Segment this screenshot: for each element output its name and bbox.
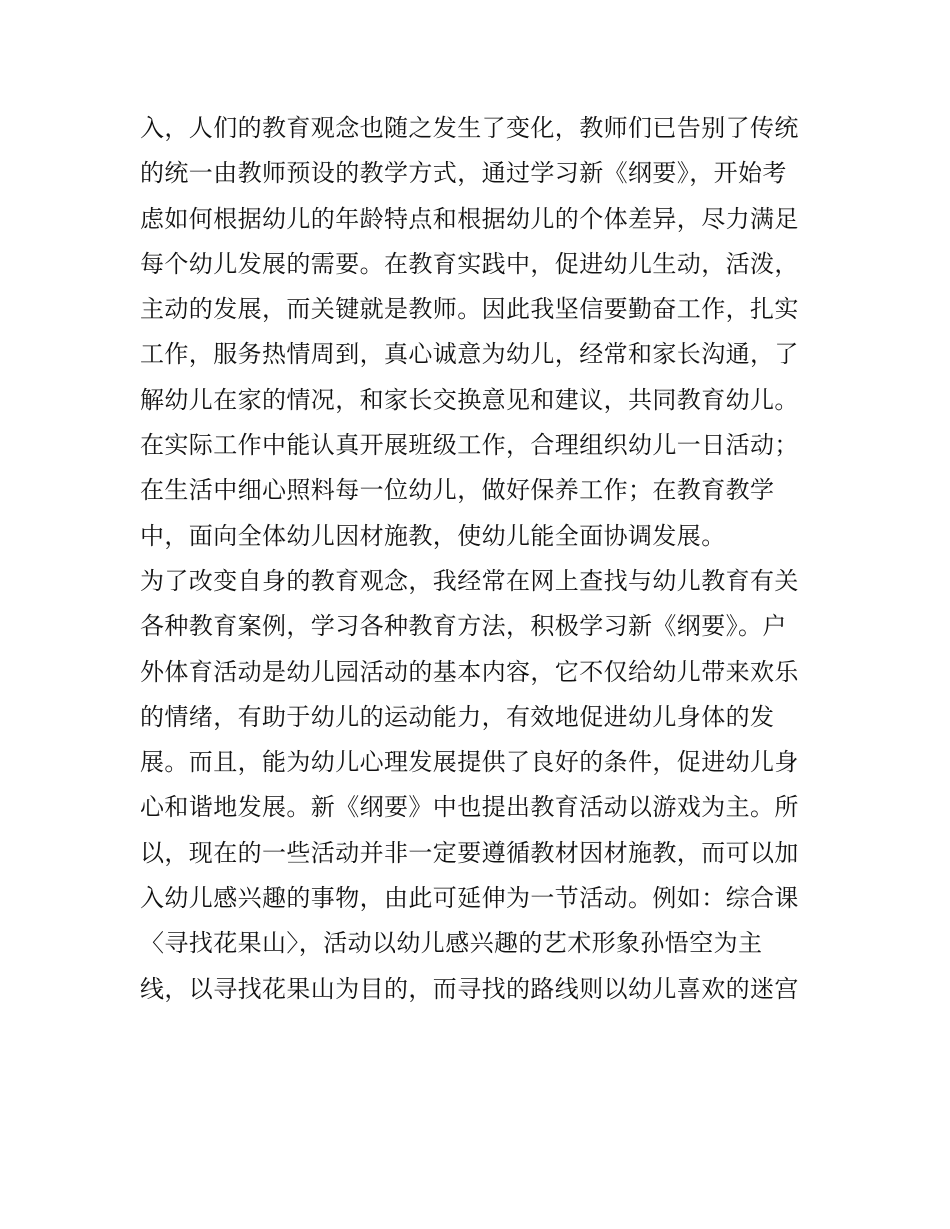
- text-line: 解幼儿在家的情况，和家长交换意见和建议，共同教育幼儿。: [140, 385, 799, 414]
- text-line: 每个幼儿发展的需要。在教育实践中，促进幼儿生动，活泼，: [140, 249, 799, 278]
- text-line: 线，以寻找花果山为目的，而寻找的路线则以幼儿喜欢的迷宫: [140, 974, 799, 1003]
- text-line: 入，人们的教育观念也随之发生了变化，教师们已告别了传统: [140, 114, 799, 142]
- body-text: [140, 106, 840, 1012]
- text-line: 中，面向全体幼儿因材施教，使幼儿能全面协调发展。: [140, 521, 726, 550]
- text-line: 〈寻找花果山〉，活动以幼儿感兴趣的艺术形象孙悟空为主: [140, 929, 763, 958]
- text-line: 外体育活动是幼儿园活动的基本内容，它不仅给幼儿带来欢乐: [140, 657, 799, 686]
- text-line: 工作，服务热情周到，真心诚意为幼儿，经常和家长沟通，了: [140, 340, 799, 369]
- text-line: 虑如何根据幼儿的年龄特点和根据幼儿的个体差异，尽力满足: [140, 204, 799, 233]
- text-line: 入幼儿感兴趣的事物，由此可延伸为一节活动。例如：综合课: [140, 884, 799, 913]
- text-line: 为了改变自身的教育观念，我经常在网上查找与幼儿教育有关: [140, 566, 799, 595]
- text-line: 展。而且，能为幼儿心理发展提供了良好的条件，促进幼儿身: [140, 748, 799, 777]
- text-line: 以，现在的一些活动并非一定要遵循教材因材施教，而可以加: [140, 838, 799, 867]
- text-line: 在生活中细心照料每一位幼儿，做好保养工作；在教育教学: [140, 476, 775, 505]
- text-line: 主动的发展，而关键就是教师。因此我坚信要勤奋工作，扎实: [140, 295, 799, 324]
- text-line: 各种教育案例，学习各种教育方法，积极学习新《纲要》。户: [140, 612, 787, 641]
- text-line: 的统一由教师预设的教学方式，通过学习新《纲要》，开始考: [140, 159, 787, 188]
- text-line: 的情绪，有助于幼儿的运动能力，有效地促进幼儿身体的发: [140, 702, 775, 731]
- text-line: 在实际工作中能认真开展班级工作，合理组织幼儿一日活动；: [140, 431, 799, 460]
- text-line: 心和谐地发展。新《纲要》中也提出教育活动以游戏为主。所: [140, 793, 799, 822]
